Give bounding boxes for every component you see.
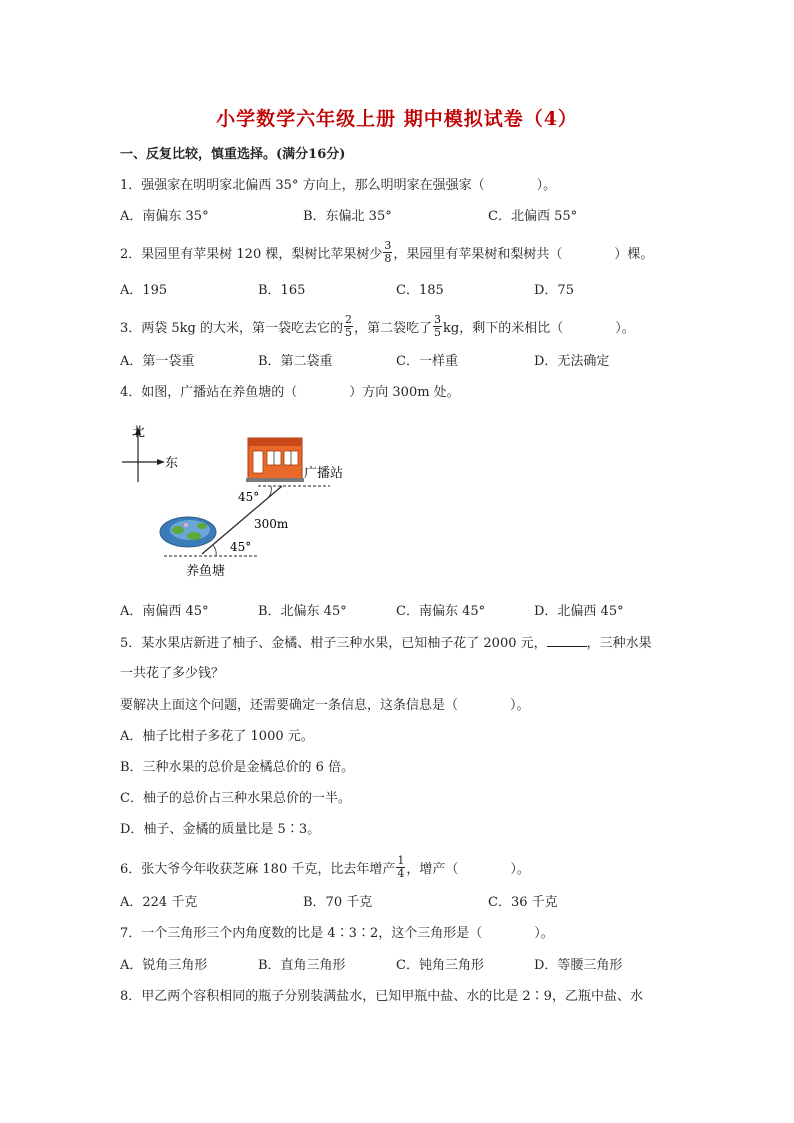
q6-text-post: ，增产（ ）。: [406, 862, 530, 877]
question-4: 4．如图，广播站在养鱼塘的（ ）方向 300m 处。: [120, 385, 460, 400]
q3-fraction-2: $\frac{3}{5}$: [434, 313, 442, 339]
q5-text-pre: 5．某水果店新进了柚子、金橘、柑子三种水果，已知柚子花了 2000 元，: [120, 636, 547, 651]
angle-arc-bottom: [213, 545, 216, 556]
q6-option-c[interactable]: C．36 千克: [488, 895, 558, 910]
angle-label-bottom: 45°: [230, 540, 252, 554]
q2-option-c[interactable]: C．185: [396, 283, 444, 298]
q6-option-a[interactable]: A．224 千克: [120, 895, 198, 910]
question-1: 1．强强家在明明家北偏西 35° 方向上，那么明明家在强强家（ ）。: [120, 178, 557, 193]
section-heading: 一、反复比较，慎重选择。(满分16分): [120, 147, 346, 162]
fish-pond-icon: [160, 517, 216, 547]
q5-option-b[interactable]: B．三种水果的总价是金橘总价的 6 倍。: [120, 760, 355, 775]
q2-option-a[interactable]: A．195: [120, 283, 168, 298]
q5-blank: [547, 634, 587, 647]
q3-option-a[interactable]: A．第一袋重: [120, 354, 195, 369]
station-label: 广播站: [304, 466, 344, 481]
q2-option-b[interactable]: B．165: [258, 283, 306, 298]
q7-option-b[interactable]: B．直角三角形: [258, 958, 346, 973]
page-title: 小学数学六年级上册 期中模拟试卷（4）: [216, 108, 578, 130]
q3-text-mid: ，第二袋吃了: [354, 321, 433, 336]
q6-option-b[interactable]: B．70 千克: [303, 895, 373, 910]
question-7: 7．一个三角形三个内角度数的比是 4∶3∶2，这个三角形是（ ）。: [120, 926, 554, 941]
q5-option-a[interactable]: A．柚子比柑子多花了 1000 元。: [120, 729, 314, 744]
question-8: 8．甲乙两个容积相同的瓶子分别装满盐水，已知甲瓶中盐、水的比是 2∶9，乙瓶中盐、水: [120, 989, 643, 1004]
q4-option-c[interactable]: C．南偏东 45°: [396, 604, 486, 619]
q5-option-c[interactable]: C．柚子的总价占三种水果总价的一半。: [120, 791, 351, 806]
q5-text-post: ，三种水果: [586, 636, 652, 651]
question-5-line-1: [120, 634, 652, 653]
q3-option-b[interactable]: B．第二袋重: [258, 354, 333, 369]
q4-option-b[interactable]: B．北偏东 45°: [258, 604, 347, 619]
q5-option-d[interactable]: D．柚子、金橘的质量比是 5∶3。: [120, 822, 321, 837]
pond-label: 养鱼塘: [186, 564, 226, 579]
broadcast-station-icon: [246, 438, 304, 482]
east-arrow-icon: [157, 459, 165, 465]
q2-fraction: $\frac{3}{8}$: [384, 239, 392, 265]
q1-option-c[interactable]: C．北偏西 55°: [488, 209, 578, 224]
north-label: 北: [132, 425, 146, 440]
q2-option-d[interactable]: D．75: [534, 283, 574, 298]
q6-text-pre: 6．张大爷今年收获芝麻 180 千克，比去年增产: [120, 862, 396, 877]
direction-diagram: [118, 418, 378, 588]
question-3: [120, 313, 635, 341]
q3-option-d[interactable]: D．无法确定: [534, 354, 610, 369]
question-6: [120, 854, 530, 882]
q4-option-d[interactable]: D．北偏西 45°: [534, 604, 624, 619]
angle-label-top: 45°: [238, 490, 260, 504]
q7-option-a[interactable]: A．锐角三角形: [120, 958, 208, 973]
q7-option-c[interactable]: C．钝角三角形: [396, 958, 484, 973]
q3-text-post: kg，剩下的米相比（ ）。: [443, 321, 635, 336]
q3-fraction-1: $\frac{2}{5}$: [345, 313, 353, 339]
q6-fraction: $\frac{1}{4}$: [397, 854, 405, 880]
q4-option-a[interactable]: A．南偏西 45°: [120, 604, 209, 619]
q2-text-post: ，果园里有苹果树和梨树共（ ）棵。: [393, 247, 654, 262]
q1-option-a[interactable]: A．南偏东 35°: [120, 209, 209, 224]
q2-text-pre: 2．果园里有苹果树 120 棵，梨树比苹果树少: [120, 247, 383, 262]
q3-option-c[interactable]: C．一样重: [396, 354, 458, 369]
q3-text-pre: 3．两袋 5kg 的大米，第一袋吃去它的: [120, 321, 344, 336]
east-label: 东: [165, 456, 179, 471]
question-2: [120, 239, 654, 267]
question-5-line-2: 一共花了多少钱？: [120, 666, 225, 681]
distance-label: 300m: [254, 517, 289, 531]
question-5-line-3: 要解决上面这个问题，还需要确定一条信息，这条信息是（ ）。: [120, 698, 530, 713]
q1-option-b[interactable]: B．东偏北 35°: [303, 209, 392, 224]
q7-option-d[interactable]: D．等腰三角形: [534, 958, 623, 973]
